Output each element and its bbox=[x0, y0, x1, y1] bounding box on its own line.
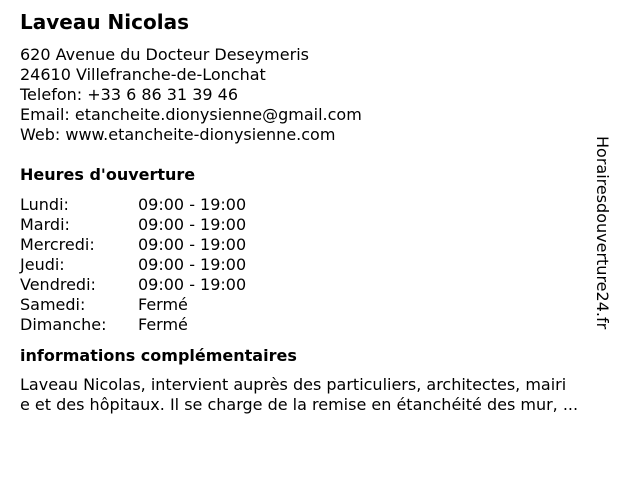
hours-day: Samedi: bbox=[20, 295, 86, 314]
hours-day: Mardi: bbox=[20, 215, 70, 234]
address-street: 620 Avenue du Docteur Deseymeris bbox=[20, 45, 309, 64]
email-address: Email: etancheite.dionysienne@gmail.com bbox=[20, 105, 362, 124]
hours-row-wednesday bbox=[20, 235, 620, 255]
hours-time: 09:00 - 19:00 bbox=[138, 215, 247, 234]
hours-day: Vendredi: bbox=[20, 275, 96, 294]
hours-time: 09:00 - 19:00 bbox=[138, 235, 247, 254]
hours-time: Fermé bbox=[138, 315, 188, 334]
hours-day: Jeudi: bbox=[20, 255, 65, 274]
hours-time: Fermé bbox=[138, 295, 188, 314]
hours-time: 09:00 - 19:00 bbox=[138, 275, 247, 294]
hours-row-saturday bbox=[20, 295, 620, 315]
website-url: Web: www.etancheite-dionysienne.com bbox=[20, 125, 336, 144]
info-description-line: Laveau Nicolas, intervient auprès des particuliers, architectes, mairi bbox=[20, 375, 567, 394]
hours-row-friday bbox=[20, 275, 620, 295]
hours-time: 09:00 - 19:00 bbox=[138, 195, 247, 214]
info-description bbox=[20, 375, 620, 415]
hours-day: Dimanche: bbox=[20, 315, 107, 334]
hours-time: 09:00 - 19:00 bbox=[138, 255, 247, 274]
hours-heading: Heures d'ouverture bbox=[20, 165, 196, 184]
hours-row-thursday bbox=[20, 255, 620, 275]
info-description-line: e et des hôpitaux. Il se charge de la remise en étanchéité des mur, ... bbox=[20, 395, 579, 414]
site-brand-vertical: Horairesdouverture24.fr bbox=[593, 136, 612, 330]
hours-row-tuesday bbox=[20, 215, 620, 235]
info-heading: informations complémentaires bbox=[20, 346, 297, 365]
hours-day: Mercredi: bbox=[20, 235, 95, 254]
hours-row-monday bbox=[20, 195, 620, 215]
address-city: 24610 Villefranche-de-Lonchat bbox=[20, 65, 266, 84]
hours-row-sunday bbox=[20, 315, 620, 335]
phone-number: Telefon: +33 6 86 31 39 46 bbox=[20, 85, 239, 104]
business-card bbox=[20, 8, 620, 415]
business-name: Laveau Nicolas bbox=[20, 10, 189, 34]
hours-table bbox=[20, 195, 620, 335]
contact-block bbox=[20, 45, 620, 145]
hours-day: Lundi: bbox=[20, 195, 69, 214]
